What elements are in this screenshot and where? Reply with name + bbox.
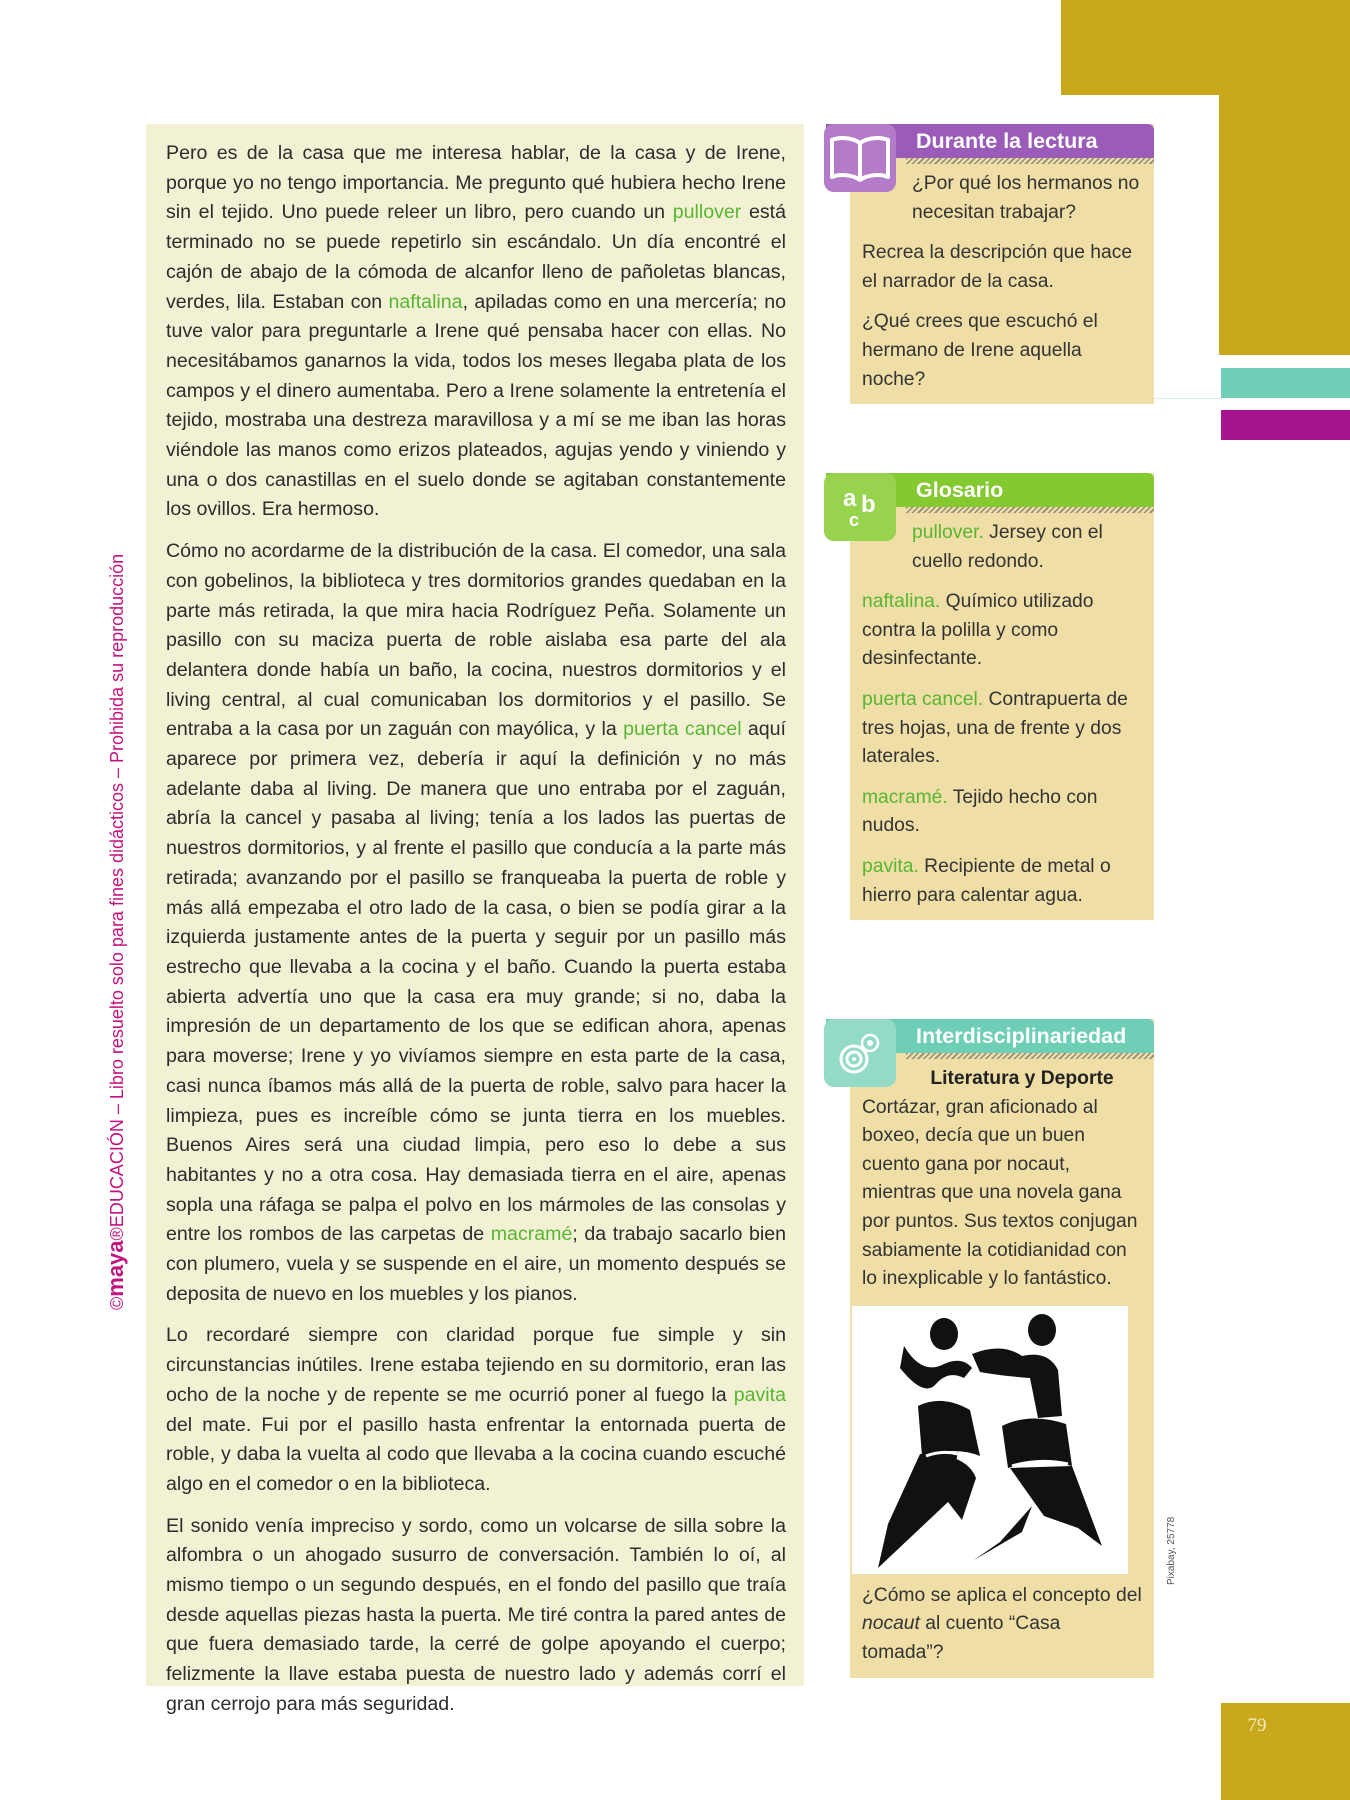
box-title: Glosario <box>916 478 1004 502</box>
glossary-box <box>843 473 1154 920</box>
judo-figures-icon <box>852 1306 1128 1574</box>
box-header <box>826 473 1154 530</box>
text-run: Cómo no acordarme de la distribución de la casa. El comedor, una sala con gobelinos, la biblioteca y tres dormitorios grandes quedaban en la parte más retirada, la que mira hacia Rodríguez Peña. Solamente un pasillo con su maciza puerta de roble aislaba esa parte del ala delantera donde había un baño, la cocina, nuestros dormitorios y el living central, al cual comunicaban los dormitorios y el pasillo. Se entraba a la casa por un zaguán con mayólica, y la <box>166 540 786 741</box>
glossary-word: naftalina <box>388 290 463 313</box>
box-title: Durante la lectura <box>916 129 1098 153</box>
text-run: , apiladas como en una mercería; no tuve valor para preguntarle a Irene qué pensaba hacer con ellas. No necesitábamos ganarnos la vida, todos los meses llegaba plata de los campos y el dinero aumentaba. Pero a Irene solamente la entretenía el tejido, mostraba una destreza maravillosa y a mí se me iban las horas viéndole las manos como erizos plateados, agujas yendo y viniendo y una o dos canastillas en el suelo donde se agitaban constantemente los ovillos. Era hermoso. <box>166 290 786 521</box>
glossary-word: macramé <box>490 1223 573 1246</box>
glossary-entry <box>862 853 1142 910</box>
target-icon <box>824 1019 896 1087</box>
glossary-entry <box>862 519 1142 576</box>
emphasis-word: nocaut <box>862 1613 920 1635</box>
box-question <box>862 1582 1142 1668</box>
glossary-definition: Jersey con el cuello redondo. <box>912 522 1103 572</box>
box-body <box>850 507 1154 920</box>
text-run: está terminado no se puede repetirlo sin escándalo. Un día encontré el cajón de abajo de la cómoda de alcanfor lleno de pañoletas blancas, verdes, lila. Estaban con <box>166 201 787 313</box>
text-run: Pero es de la casa que me interesa hablar, de la casa y de Irene, porque yo no tengo importancia. Me pregunto qué hubiera hecho Irene sin el tejido. Uno puede releer un libro, pero cuando un <box>166 142 786 224</box>
gold-side-block <box>1219 0 1350 355</box>
text-run: aquí aparece por primera vez, debería ir aquí la definición y no más adelante daba al living. De manera que uno entraba por el zaguán, abría la cancel y pasaba al living; tenía a los lados las puertas de nuestros dormitorios, y al frente el pasillo que conducía a la parte más retirada; avanzando por el pasillo se franqueaba la puerta de roble y más allá empezaba el otro lado de la casa, o bien se podía girar a la izquierda justamente antes de la puerta y seguir por un pasillo más estrecho que llevaba a la cocina y el baño. Cuando la puerta estaba abierta advertía uno que la casa era muy grande; si no, daba la impresión de un departamento de los que se edifican ahora, apenas para moverse; Irene y yo vivíamos siempre en esta parte de la casa, casi nunca íbamos más allá de la puerta de roble, salvo para hacer la limpieza, pues es increíble cómo se junta tierra en los muebles. Buenos Aires será una ciudad limpia, pero eso lo debe a sus habitantes y no a otra cosa. Hay demasiada tierra en el aire, apenas sopla una ráfaga se palpa el polvo en los mármoles de las consolas y entre los rombos de las carpetas de <box>166 718 786 1246</box>
glossary-term: pavita. <box>862 855 919 877</box>
glossary-entry <box>862 686 1142 772</box>
text-run: ¿Cómo se aplica el concepto del <box>862 1584 1142 1606</box>
glossary-term: puerta cancel. <box>862 688 984 710</box>
question: ¿Qué crees que escuchó el hermano de Irene aquella noche? <box>862 311 1098 390</box>
glossary-definition: Tejido hecho con nudos. <box>862 786 1098 837</box>
hatch-decoration <box>906 507 1154 513</box>
story-paragraph: El sonido venía impreciso y sordo, como un volcarse de silla sobre la alfombra o un ahogado susurro de conversación. También lo oí, al mismo tiempo o un segundo después, en el fondo del pasillo que traía desde aquellas piezas hasta la puerta. Me tiré contra la pared antes de que fuera demasiado tarde, la cerré de golpe apoyando el cuerpo; felizmente la llave estaba puesta de nuestro lado y además corrí el gran cerrojo para más seguridad. <box>166 1514 786 1715</box>
glossary-term: pullover. <box>912 522 984 543</box>
svg-text:b: b <box>861 491 876 518</box>
glossary-term: naftalina. <box>862 591 941 613</box>
hatch-decoration <box>906 158 1154 164</box>
glossary-word: puerta cancel <box>623 718 742 741</box>
glossary-term: macramé. <box>862 786 948 808</box>
svg-text:a: a <box>843 485 857 512</box>
teal-strip <box>1221 368 1350 398</box>
box-text: Cortázar, gran aficionado al boxeo, decía que un buen cuento gana por nocaut, mientras que una novela gana por puntos. Sus textos conjugan sabiamente la cotidianidad con lo inexplicable y lo fantástico. <box>862 1096 1138 1290</box>
hatch-decoration <box>906 1053 1154 1059</box>
story-text-panel <box>146 124 804 1715</box>
glossary-definition: Contrapuerta de tres hojas, una de frente y dos laterales. <box>862 688 1128 768</box>
glossary-word: pavita <box>733 1383 786 1406</box>
story-paragraph <box>166 537 786 1309</box>
copyright-credit <box>103 554 129 1310</box>
glossary-definition: Químico utilizado contra la polilla y como desinfectante. <box>862 591 1094 670</box>
glossary-word: pullover <box>672 201 742 224</box>
text-run: del mate. Fui por el pasillo hasta enfrentar la entornada puerta de roble, y daba la vuelta al codo que llevaba a la cocina cuando escuché algo en el comedor o en la biblioteca. <box>166 1413 786 1495</box>
text-run: Lo recordaré siempre con claridad porque fue simple y sin circunstancias inútiles. Irene estaba tejiendo en su dormitorio, eran las ocho de la noche y de repente se me ocurrió poner al fuego la <box>166 1324 786 1406</box>
copyright-symbol: © <box>107 1296 127 1310</box>
box-body <box>850 1053 1154 1678</box>
box-header <box>826 124 1154 158</box>
box-header <box>826 1019 1154 1053</box>
brand-name: maya <box>103 1240 128 1297</box>
box-subtitle: Literatura y Deporte <box>930 1068 1114 1089</box>
glossary-definition: Recipiente de metal o hierro para calentar agua. <box>862 855 1111 906</box>
alphabet-icon <box>824 473 896 541</box>
question: ¿Por qué los hermanos no necesitan trabajar? <box>912 173 1140 223</box>
magenta-strip <box>1221 410 1350 440</box>
glossary-entry <box>862 784 1142 841</box>
box-title: Interdisciplinariedad <box>916 1024 1127 1048</box>
question: Recrea la descripción que hace el narrador de la casa. <box>862 242 1133 292</box>
story-paragraph <box>166 1321 786 1499</box>
page-number: 79 <box>1247 1715 1267 1736</box>
interdisciplinary-box <box>850 1019 1154 1678</box>
svg-text:c: c <box>849 510 860 530</box>
box-body <box>850 158 1154 404</box>
glossary-entry <box>862 588 1142 674</box>
text-run: al cuento “Casa tomada”? <box>862 1613 1061 1663</box>
book-icon <box>824 124 896 192</box>
story-paragraph <box>166 139 786 525</box>
credit-text: ®EDUCACIÓN – Libro resuelto solo para fines didácticos – Prohibida su reproducción <box>107 553 127 1241</box>
text-run: ; da trabajo sacarlo bien con plumero, vuela y se suspende en el aire, un momento después se deposita de nuevo en los muebles y los pianos. <box>166 1223 786 1305</box>
photo-credit: Pixabay, 25778 <box>1166 1516 1177 1585</box>
reading-questions-box <box>850 124 1154 404</box>
